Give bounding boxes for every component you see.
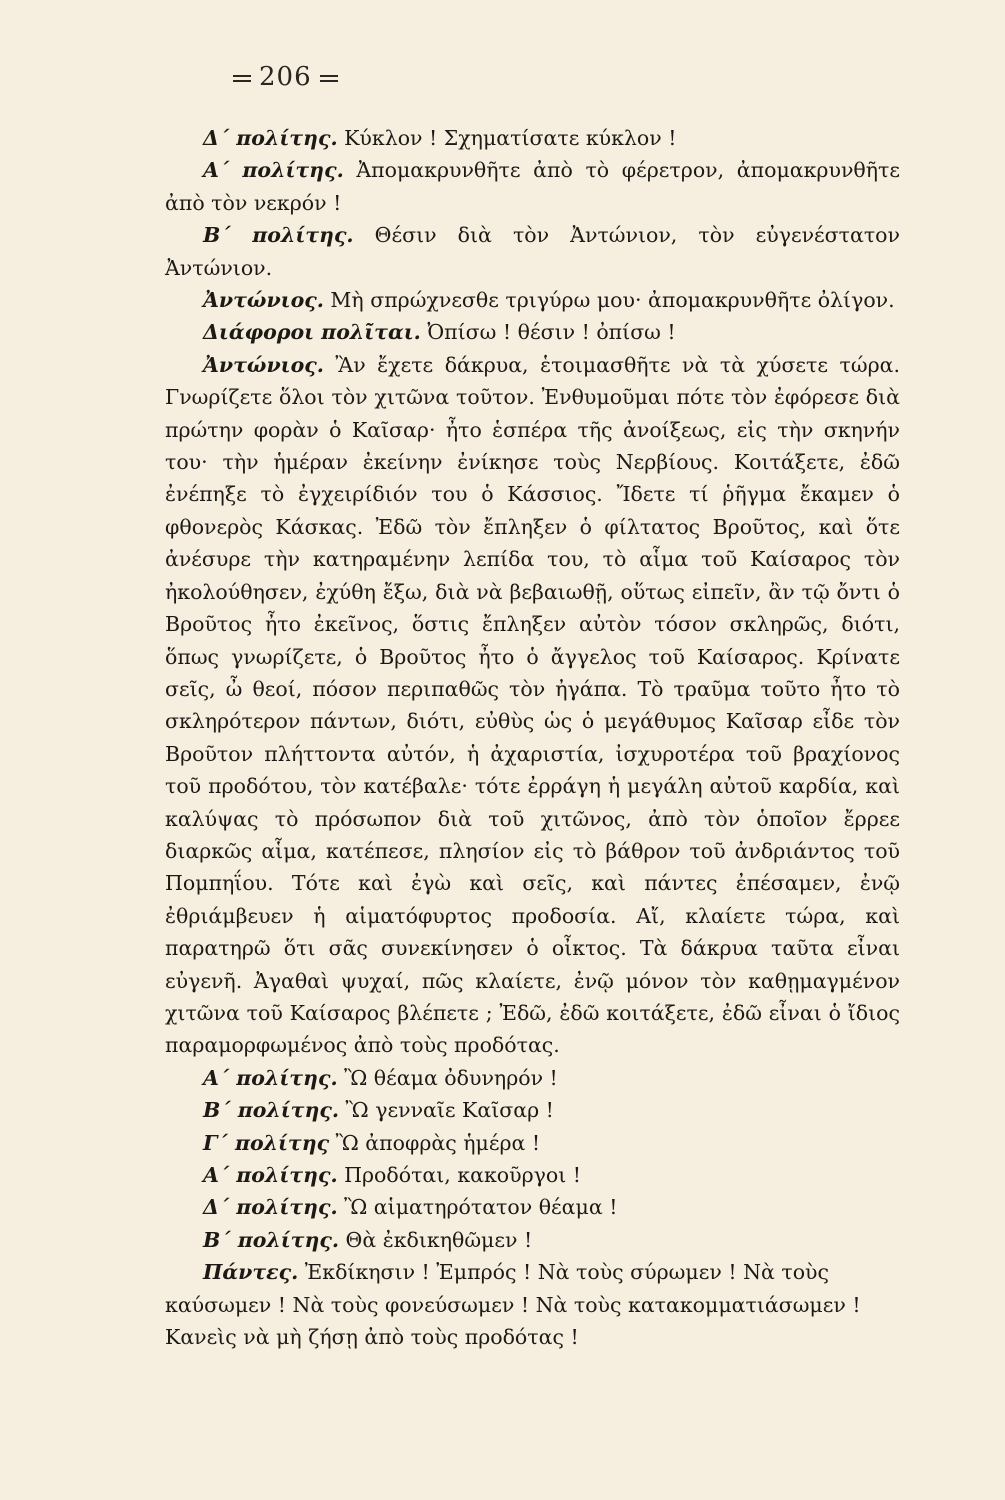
speaker-name: Ἀντώνιος. [203,288,324,313]
speech-text: Προδόται, κακοῦργοι ! [337,1163,582,1187]
speaker-name: Α΄ πολίτης. [203,1065,338,1090]
speech-text: Ἂν ἔχετε δάκρυα, ἑτοιμασθῆτε νὰ τὰ χύσετε τώρα. Γνωρίζετε ὅλοι τὸν χιτῶνα τοῦτον. Ἐνθυμοῦμαι πότε τὸν ἐφόρεσε διὰ πρώτην φορὰν ὁ Καῖσαρ· ἦτο ἑσπέρα τῆς ἀνοίξεως, εἰς τὴν σκηνήν του· τὴν ἡμέραν ἐκείνην ἐνίκησε τοὺς Νερβίους. Κοιτάξετε, ἐδῶ ἐνέπηξε τὸ ἐγχειρίδιόν του ὁ Κάσσιος. Ἴδετε τί ῥῆγμα ἔκαμεν ὁ φθονερὸς Κάσκας. Ἐδῶ τὸν ἔπληξεν ὁ φίλτατος Βροῦτος, καὶ ὅτε ἀνέσυρε τὴν κατηραμένην λεπίδα του, τὸ αἷμα τοῦ Καίσαρος τὸν ἠκολούθησεν, ἐχύθη ἔξω, διὰ νὰ βεβαιωθῇ, οὕτως εἰπεῖν, ἂν τῷ ὄντι ὁ Βροῦτος ἦτο ἐκεῖνος, ὅστις ἔπληξεν αὐτὸν τόσον σκληρῶς, διότι, ὅπως γνωρίζετε, ὁ Βροῦτος ἦτο ὁ ἄγγελος τοῦ Καίσαρος. Κρίνατε σεῖς, ὦ θεοί, πόσον περιπαθῶς τὸν ἠγάπα. Τὸ τραῦμα τοῦτο ἦτο τὸ σκληρότερον πάντων, διότι, εὐθὺς ὡς ὁ μεγάθυμος Καῖσαρ εἶδε τὸν Βροῦτον πλήττοντα αὐτόν, ἡ ἀχαριστία, ἰσχυροτέρα τοῦ βραχίονος τοῦ προδότου, τὸν κατέβαλε· τότε ἐρράγη ἡ μεγάλη αὐτοῦ καρδία, καὶ καλύψας τὸ πρόσωπον διὰ τοῦ χιτῶνος, ἀπὸ τὸν ὁποῖον ἔρρεε διαρκῶς αἷμα, κατέπεσε, πλησίον εἰς τὸ βάθρον τοῦ ἀνδριάντος τοῦ Πομπηΐου. Τότε καὶ ἐγὼ καὶ σεῖς, καὶ πάντες ἐπέσαμεν, ἐνῷ ἐθριάμβευεν ἡ αἱματόφυρτος προδοσία. Αἴ, κλαίετε τώρα, καὶ παρατηρῶ ὅτι σᾶς συνεκίνησεν ὁ οἶκτος. Τὰ δάκρυα ταῦτα εἶναι εὐγενῆ. Ἀγαθαὶ ψυχαί, πῶς κλαίετε, ἐνῷ μόνον τὸν καθῃμαγμένον χιτῶνα τοῦ Καίσαρος βλέπετε ; Ἐδῶ, ἐδῶ κοιτάξετε, ἐδῶ εἶναι ὁ ἴδιος παραμορφωμένος ἀπὸ τοὺς προδότας. [165,352,900,1058]
speaker-name: Πάντες. [203,1260,299,1285]
speaker-name: Β΄ πολίτης. [203,1098,340,1123]
dialogue-line [165,1094,900,1126]
dialogue-line [165,316,900,348]
dialogue-text [165,122,900,1353]
speaker-name: Δ΄ πολίτης. [203,126,338,150]
speech-text: Μὴ σπρώχνεσθε τριγύρω μου· ἀπομακρυνθῆτε ὀλίγον. [323,288,895,313]
dialogue-line [165,1191,900,1223]
speech-text: Ὢ αἱματηρότατον θέαμα ! [337,1195,618,1220]
dialogue-line [165,1159,900,1191]
speaker-name: Διάφοροι πολῖται. [203,320,421,345]
speech-text: Θέσιν διὰ τὸν Ἀντώνιον, τὸν εὐγενέστατον Ἀντώνιον. [165,223,900,280]
speech-text: Ὢ ἀποφρὰς ἡμέρα ! [329,1130,541,1155]
dialogue-line [165,349,900,1062]
page-number [225,62,346,92]
speech-text: Ἐκδίκησιν ! Ἐμπρός ! Νὰ τοὺς σύρωμεν ! Νὰ τοὺς καύσωμεν ! Νὰ τοὺς φονεύσωμεν ! Νὰ τοὺς κατακομματιάσωμεν ! Κανεὶς νὰ μὴ ζήσῃ ἀπὸ τοὺς προδότας ! [165,1260,861,1350]
speaker-name: Γ΄ πολίτης [203,1130,330,1155]
speech-text: Κύκλον ! Σχηματίσατε κύκλον ! [337,126,677,150]
dialogue-line [165,122,900,154]
dialogue-line [165,1256,900,1353]
speaker-name: Δ΄ πολίτης. [203,1195,338,1220]
speech-text: Θὰ ἐκδικηθῶμεν ! [339,1227,533,1252]
speech-text: Ὢ γενναῖε Καῖσαρ ! [339,1098,554,1123]
dialogue-line [165,284,900,316]
dialogue-line [165,1062,900,1094]
dialogue-line [165,1224,900,1256]
dialogue-line [165,219,900,284]
speaker-name: Ἀντώνιος. [203,352,324,377]
speaker-name: Α΄ πολίτης. [203,158,344,183]
speech-text: Ὀπίσω ! θέσιν ! ὀπίσω ! [420,320,676,345]
speech-text: Ἀπομακρυνθῆτε ἀπὸ τὸ φέρετρον, ἀπομακρυνθῆτε ἀπὸ τὸν νεκρόν ! [165,158,900,215]
speaker-name: Β΄ πολίτης. [203,1227,340,1252]
dialogue-line [165,154,900,219]
dialogue-line [165,1127,900,1159]
speech-text: Ὢ θέαμα ὀδυνηρόν ! [337,1065,558,1090]
speaker-name: Α΄ πολίτης. [203,1163,338,1187]
page-number-value: 206 [259,62,312,92]
speaker-name: Β΄ πολίτης. [203,223,354,248]
